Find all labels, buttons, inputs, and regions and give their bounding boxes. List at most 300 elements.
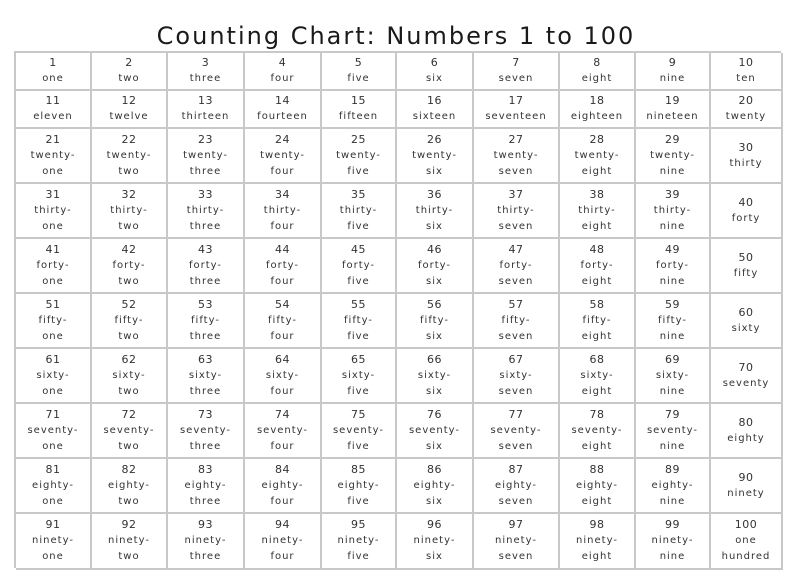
number-digit: 30 [738,140,754,154]
number-cell [92,184,168,239]
number-word: nineteen [646,111,699,122]
number-digit: 58 [589,297,605,311]
number-cell [322,294,397,349]
number-word: forty- [499,259,533,271]
number-cell [245,129,322,184]
number-word: seventeen [485,111,547,122]
number-digit: 68 [589,352,605,366]
number-word: forty- [265,259,300,271]
number-word: eighty- [261,479,304,491]
number-word: three [189,165,222,177]
number-word: sixty- [417,369,452,381]
number-word: four [270,440,295,452]
number-digit: 89 [665,462,680,476]
number-digit: 28 [589,132,605,146]
number-digit: 6 [430,56,439,69]
number-word: two [118,495,140,507]
number-digit: 59 [665,297,680,311]
number-cell [322,239,397,294]
number-word: fifty- [658,314,687,326]
number-digit: 14 [275,94,290,107]
number-digit: 17 [508,94,524,107]
number-word: nine [659,440,686,452]
number-word: twenty [725,111,767,122]
number-word: thirty- [653,204,692,216]
number-cell [474,514,560,570]
number-digit: 82 [121,462,137,476]
number-word: six [426,73,443,84]
number-word: nine [659,330,686,342]
number-word: one [42,165,64,177]
number-cell [560,239,636,294]
number-cell [636,404,711,459]
number-cell [16,184,92,239]
number-digit: 56 [427,297,442,311]
number-cell [92,239,168,294]
number-word: forty- [580,259,614,271]
number-word: ninety- [651,535,694,546]
number-digit: 42 [121,242,137,256]
number-word: eighty- [413,479,456,491]
number-word: forty- [341,259,376,271]
number-cell [560,404,636,459]
number-cell [560,459,636,514]
number-word: sixty- [580,369,614,381]
number-cell [636,239,711,294]
number-word: forty- [188,259,223,271]
number-digit: 67 [508,352,524,366]
number-word: eleven [33,111,73,122]
number-cell [16,349,92,404]
number-digit: 34 [275,187,290,201]
number-word: five [347,440,370,452]
number-word: five [347,73,370,84]
number-digit: 63 [198,352,213,366]
number-word: five [347,165,370,177]
number-cell [636,459,711,514]
number-cell [245,404,322,459]
number-digit: 97 [508,518,524,531]
number-word: hundred [721,551,771,562]
number-word: twelve [109,111,149,122]
number-digit: 35 [351,187,366,201]
number-word: nine [659,165,686,177]
number-word: twenty- [183,149,228,161]
number-word: two [118,440,140,452]
number-word: one [42,551,64,562]
number-cell [474,129,560,184]
number-word: three [189,275,222,287]
number-word: eight [581,330,613,342]
number-word: sixty- [36,369,70,381]
number-word: five [347,220,370,232]
number-cell [92,349,168,404]
number-digit: 25 [351,132,366,146]
number-digit: 23 [198,132,213,146]
number-cell [168,91,245,129]
number-cell [245,53,322,91]
number-word: eighty- [32,479,74,491]
number-digit: 94 [275,518,290,531]
number-word: two [118,165,140,177]
number-cell [560,184,636,239]
number-cell [16,91,92,129]
number-cell [92,294,168,349]
number-word: fifty [733,267,759,279]
number-word: seven [498,275,534,287]
number-word: five [347,385,370,397]
number-word: three [189,385,222,397]
number-cell [560,91,636,129]
number-word: five [347,551,370,562]
number-word: nine [659,275,686,287]
number-digit: 5 [354,56,363,69]
number-cell [711,239,783,294]
counting-grid [14,51,781,568]
number-word: eighty- [108,479,150,491]
number-digit: 11 [45,94,61,107]
number-word: ninety- [108,535,150,546]
number-cell [711,404,783,459]
number-cell [711,91,783,129]
number-word: four [270,551,295,562]
number-word: four [270,385,295,397]
number-word: sixteen [412,111,457,122]
number-cell [636,514,711,570]
number-word: seventy- [179,424,232,436]
number-word: ninety- [495,535,537,546]
number-digit: 83 [198,462,213,476]
number-word: thirty- [34,204,72,216]
number-cell [711,53,783,91]
number-cell [168,514,245,570]
number-cell [168,459,245,514]
number-digit: 70 [738,360,754,374]
number-word: four [270,495,295,507]
number-word: two [118,73,140,84]
number-digit: 87 [508,462,524,476]
number-digit: 27 [508,132,524,146]
number-cell [474,349,560,404]
number-word: six [426,165,443,177]
number-cell [636,294,711,349]
number-cell [636,129,711,184]
number-word: thirty- [497,204,535,216]
number-digit: 39 [665,187,680,201]
number-word: eight [581,440,613,452]
number-word: eighteen [570,111,624,122]
number-word: six [426,385,443,397]
number-digit: 15 [351,94,366,107]
number-digit: 36 [427,187,442,201]
number-digit: 69 [665,352,680,366]
number-cell [16,514,92,570]
number-digit: 33 [198,187,213,201]
number-word: thirty- [186,204,225,216]
number-digit: 18 [589,94,605,107]
number-cell [322,349,397,404]
number-digit: 95 [351,518,366,531]
number-cell [711,459,783,514]
number-word: fifty- [582,314,612,326]
number-digit: 50 [738,250,754,264]
number-digit: 93 [198,518,213,531]
number-word: eighty [727,432,765,444]
number-cell [636,91,711,129]
number-word: ninety- [184,535,227,546]
number-word: five [347,330,370,342]
number-word: two [118,220,140,232]
number-word: three [189,330,222,342]
number-cell [474,184,560,239]
number-digit: 91 [45,518,61,531]
number-digit: 76 [427,407,442,421]
number-digit: 29 [665,132,680,146]
number-word: ten [736,73,756,84]
number-cell [168,294,245,349]
number-word: seventy- [571,424,623,436]
number-digit: 84 [275,462,290,476]
number-cell [322,404,397,459]
number-word: ninety [727,487,765,499]
number-cell [16,129,92,184]
number-word: three [189,220,222,232]
number-word: ninety- [261,535,304,546]
number-word: twenty- [650,149,695,161]
number-word: seven [498,551,534,562]
number-cell [245,184,322,239]
number-cell [636,184,711,239]
number-cell [711,184,783,239]
number-digit: 26 [427,132,442,146]
number-digit: 90 [738,470,754,484]
number-word: one [42,73,64,84]
number-word: six [426,551,443,562]
number-word: fifty- [420,314,449,326]
number-word: twenty- [493,149,539,161]
number-digit: 43 [198,242,213,256]
number-digit: 57 [508,297,524,311]
number-digit: 20 [738,94,754,107]
number-cell [92,129,168,184]
number-word: two [118,330,140,342]
number-cell [16,459,92,514]
number-word: forty- [655,259,690,271]
number-word: one [42,440,64,452]
number-word: six [426,330,443,342]
number-digit: 96 [427,518,442,531]
number-word: sixty- [341,369,376,381]
number-word: forty- [417,259,452,271]
number-word: six [426,220,443,232]
number-digit: 65 [351,352,366,366]
number-word: four [270,275,295,287]
number-digit: 66 [427,352,442,366]
number-digit: 47 [508,242,524,256]
number-word: forty- [36,259,70,271]
number-word: four [270,73,295,84]
number-cell [168,404,245,459]
number-digit: 22 [121,132,137,146]
number-word: eighty- [337,479,380,491]
number-cell [322,129,397,184]
number-cell [636,53,711,91]
number-cell [92,53,168,91]
number-cell [474,239,560,294]
number-word: twenty- [574,149,620,161]
number-digit: 75 [351,407,366,421]
number-word: six [426,495,443,507]
number-digit: 44 [275,242,290,256]
number-word: one [735,535,757,546]
number-digit: 24 [275,132,290,146]
number-digit: 41 [45,242,61,256]
number-word: nine [659,385,686,397]
number-digit: 19 [665,94,680,107]
number-word: fifteen [338,111,379,122]
number-cell [711,514,783,570]
number-word: thirteen [181,111,230,122]
number-word: fifty- [191,314,220,326]
number-cell [397,91,474,129]
number-digit: 8 [593,56,601,69]
number-digit: 48 [589,242,605,256]
number-word: seventy- [256,424,309,436]
number-word: twenty- [412,149,457,161]
number-word: seven [498,495,534,507]
number-word: one [42,495,64,507]
number-digit: 16 [427,94,442,107]
number-cell [92,404,168,459]
number-cell [322,459,397,514]
number-word: nine [659,220,686,232]
number-cell [474,459,560,514]
number-word: fourteen [257,111,308,122]
number-word: fifty- [344,314,373,326]
number-cell [322,53,397,91]
number-word: thirty [729,157,763,169]
number-word: seven [498,385,534,397]
number-digit: 81 [45,462,61,476]
number-cell [92,459,168,514]
number-word: eight [581,551,613,562]
number-digit: 46 [427,242,442,256]
number-word: two [118,385,140,397]
number-cell [16,239,92,294]
number-word: four [270,165,295,177]
number-word: seventy- [103,424,155,436]
number-cell [474,91,560,129]
number-digit: 88 [589,462,605,476]
number-digit: 53 [198,297,213,311]
number-cell [560,349,636,404]
number-digit: 60 [738,305,754,319]
number-word: seventy [722,377,770,389]
number-cell [560,294,636,349]
number-word: two [118,275,140,287]
number-digit: 77 [508,407,524,421]
number-word: forty- [112,259,146,271]
number-word: eighty- [495,479,537,491]
number-cell [245,239,322,294]
number-cell [16,404,92,459]
number-cell [560,129,636,184]
number-word: seventy- [27,424,79,436]
number-digit: 62 [121,352,137,366]
number-word: eighty- [184,479,227,491]
number-digit: 92 [121,518,137,531]
number-word: eight [581,495,613,507]
number-word: eighty- [651,479,694,491]
number-digit: 49 [665,242,680,256]
number-cell [397,239,474,294]
number-digit: 38 [589,187,605,201]
number-word: fifty- [268,314,297,326]
number-word: eight [581,220,613,232]
number-cell [92,91,168,129]
number-word: sixty- [499,369,533,381]
number-cell [560,514,636,570]
number-word: twenty- [336,149,381,161]
number-word: ninety- [337,535,380,546]
number-cell [711,294,783,349]
number-word: thirty- [578,204,616,216]
number-digit: 86 [427,462,442,476]
number-cell [397,349,474,404]
number-digit: 31 [45,187,61,201]
number-word: three [189,551,222,562]
number-digit: 74 [275,407,290,421]
number-cell [322,514,397,570]
number-cell [397,514,474,570]
number-cell [397,459,474,514]
number-cell [397,404,474,459]
number-cell [397,294,474,349]
number-digit: 51 [45,297,61,311]
number-word: thirty- [415,204,454,216]
number-digit: 3 [201,56,210,69]
number-word: eight [581,275,613,287]
number-cell [245,294,322,349]
number-cell [322,91,397,129]
number-digit: 32 [121,187,137,201]
number-word: eighty- [576,479,618,491]
page-title: Counting Chart: Numbers 1 to 100 [156,22,636,51]
number-word: twenty- [30,149,76,161]
number-word: seven [498,330,534,342]
number-digit: 73 [198,407,213,421]
number-word: twenty- [106,149,152,161]
number-digit: 12 [121,94,137,107]
number-digit: 99 [665,518,680,531]
number-word: fifty- [114,314,144,326]
number-cell [636,349,711,404]
number-word: three [189,73,222,84]
number-word: six [426,440,443,452]
number-digit: 4 [278,56,287,69]
number-word: ninety- [576,535,618,546]
number-digit: 100 [734,518,758,531]
number-cell [560,53,636,91]
number-cell [474,404,560,459]
number-word: one [42,275,64,287]
number-word: five [347,495,370,507]
number-word: one [42,330,64,342]
number-word: one [42,220,64,232]
number-word: sixty- [655,369,690,381]
number-word: five [347,275,370,287]
number-cell [168,129,245,184]
